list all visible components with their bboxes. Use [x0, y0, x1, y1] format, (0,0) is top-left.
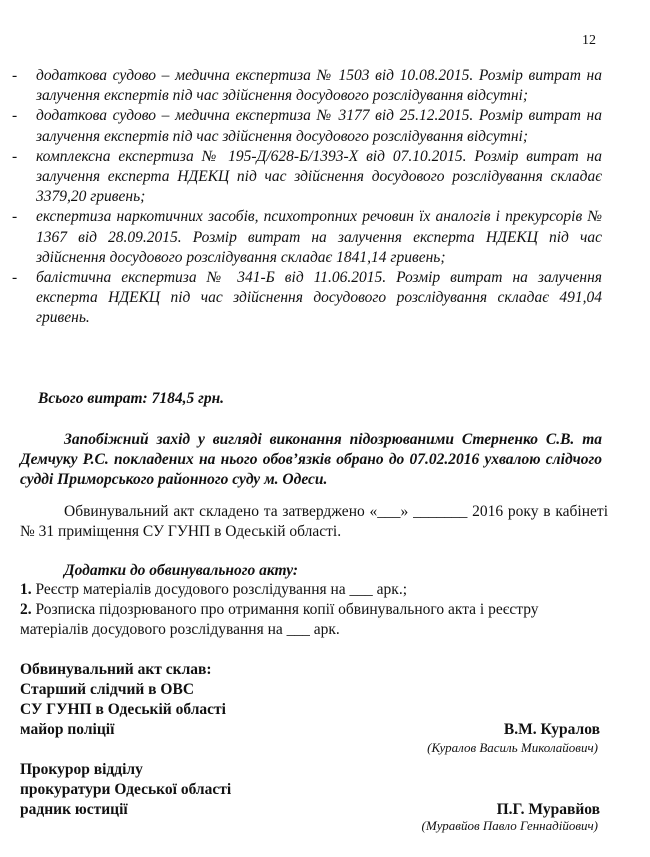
attachments-title: Додатки до обвинувального акту: — [64, 562, 299, 579]
list-item — [12, 66, 602, 106]
list-item-text: комплексна експертиза № 195-Д/628-Б/1393-Х від 07.10.2015. Розмір витрат на залучення експерта НДЕКЦ під час здійснення досудового розслідування складає 3379,20 гривень; — [36, 147, 602, 206]
list-dash: - — [12, 269, 18, 287]
prosecutor-rank-line — [20, 800, 600, 820]
prosecutor-full-name: (Муравйов Павло Геннадійович) — [421, 818, 598, 833]
attachment-text: Розписка підозрюваного про отримання копії обвинувального акта і реєстру матеріалів досудового розслідування на ___ арк. — [20, 601, 539, 639]
prosecutor-office: прокуратури Одеської області — [20, 781, 232, 798]
compiler-department: СУ ГУНП в Одеській області — [20, 701, 226, 718]
list-item — [12, 106, 602, 146]
compiler-signature-block — [20, 660, 600, 740]
expertise-list — [12, 66, 602, 329]
compiler-short-name: В.М. Куралов — [503, 721, 600, 738]
compiler-full-name: (Куралов Василь Миколайович) — [427, 740, 598, 755]
list-item — [12, 207, 602, 268]
attachment-item — [20, 600, 608, 640]
page-number: 12 — [582, 33, 596, 48]
total-costs: Всього витрат: 7184,5 грн. — [38, 390, 225, 407]
compiler-rank-line — [20, 720, 600, 740]
act-statement-paragraph: Обвинувальний акт складено та затверджено «___» _______ 2016 року в кабінеті № 31 приміщення СУ ГУНП в Одеській області. — [20, 503, 608, 541]
attachment-number: 2. — [20, 601, 32, 618]
compiler-rank: майор поліції — [20, 721, 115, 738]
prosecutor-rank: радник юстиції — [20, 801, 128, 818]
prosecutor-short-name: П.Г. Муравйов — [496, 801, 600, 818]
list-item-text: балістична експертиза № 341-Б від 11.06.2015. Розмір витрат на залучення експерта НДЕКЦ під час здійснення досудового розслідування складає 491,04 гривень. — [36, 269, 602, 327]
compiler-heading: Обвинувальний акт склав: — [20, 661, 212, 678]
list-item — [12, 268, 602, 329]
list-item-text: додаткова судово – медична експертиза № 1503 від 10.08.2015. Розмір витрат на залучення експертів під час здійснення досудового розслідування відсутні; — [36, 67, 602, 105]
attachment-item — [20, 580, 608, 600]
list-dash: - — [12, 107, 18, 125]
list-item-text: додаткова судово – медична експертиза № 3177 від 25.12.2015. Розмір витрат на залучення експертів під час здійснення досудового розслідування відсутні; — [36, 107, 602, 145]
list-item-text: експертиза наркотичних засобів, психотропних речовин їх аналогів і прекурсорів № 1367 від 28.09.2015. Розмір витрат на залучення експерта НДЕКЦ під час здійснення досудового розслідування складає 1841,14 гривень; — [36, 208, 602, 266]
list-dash: - — [12, 67, 18, 84]
attachment-text: Реєстр матеріалів досудового розслідування на ___ арк.; — [35, 581, 408, 598]
list-item — [12, 147, 602, 208]
preventive-measure-paragraph: Запобіжний захід у вигляді виконання підозрюваними Стерненко С.В. та Демчуку Р.С. покладених на нього обов’язків обрано до 07.02.2016 ухвалою слідчого судді Приморського районного суду м. Одеси. — [20, 431, 602, 489]
compiler-position: Старший слідчий в ОВС — [20, 681, 195, 698]
prosecutor-position: Прокурор відділу — [20, 761, 143, 778]
list-dash: - — [12, 147, 18, 165]
prosecutor-signature-block — [20, 760, 600, 820]
attachment-number: 1. — [20, 581, 32, 598]
list-dash: - — [12, 208, 18, 226]
